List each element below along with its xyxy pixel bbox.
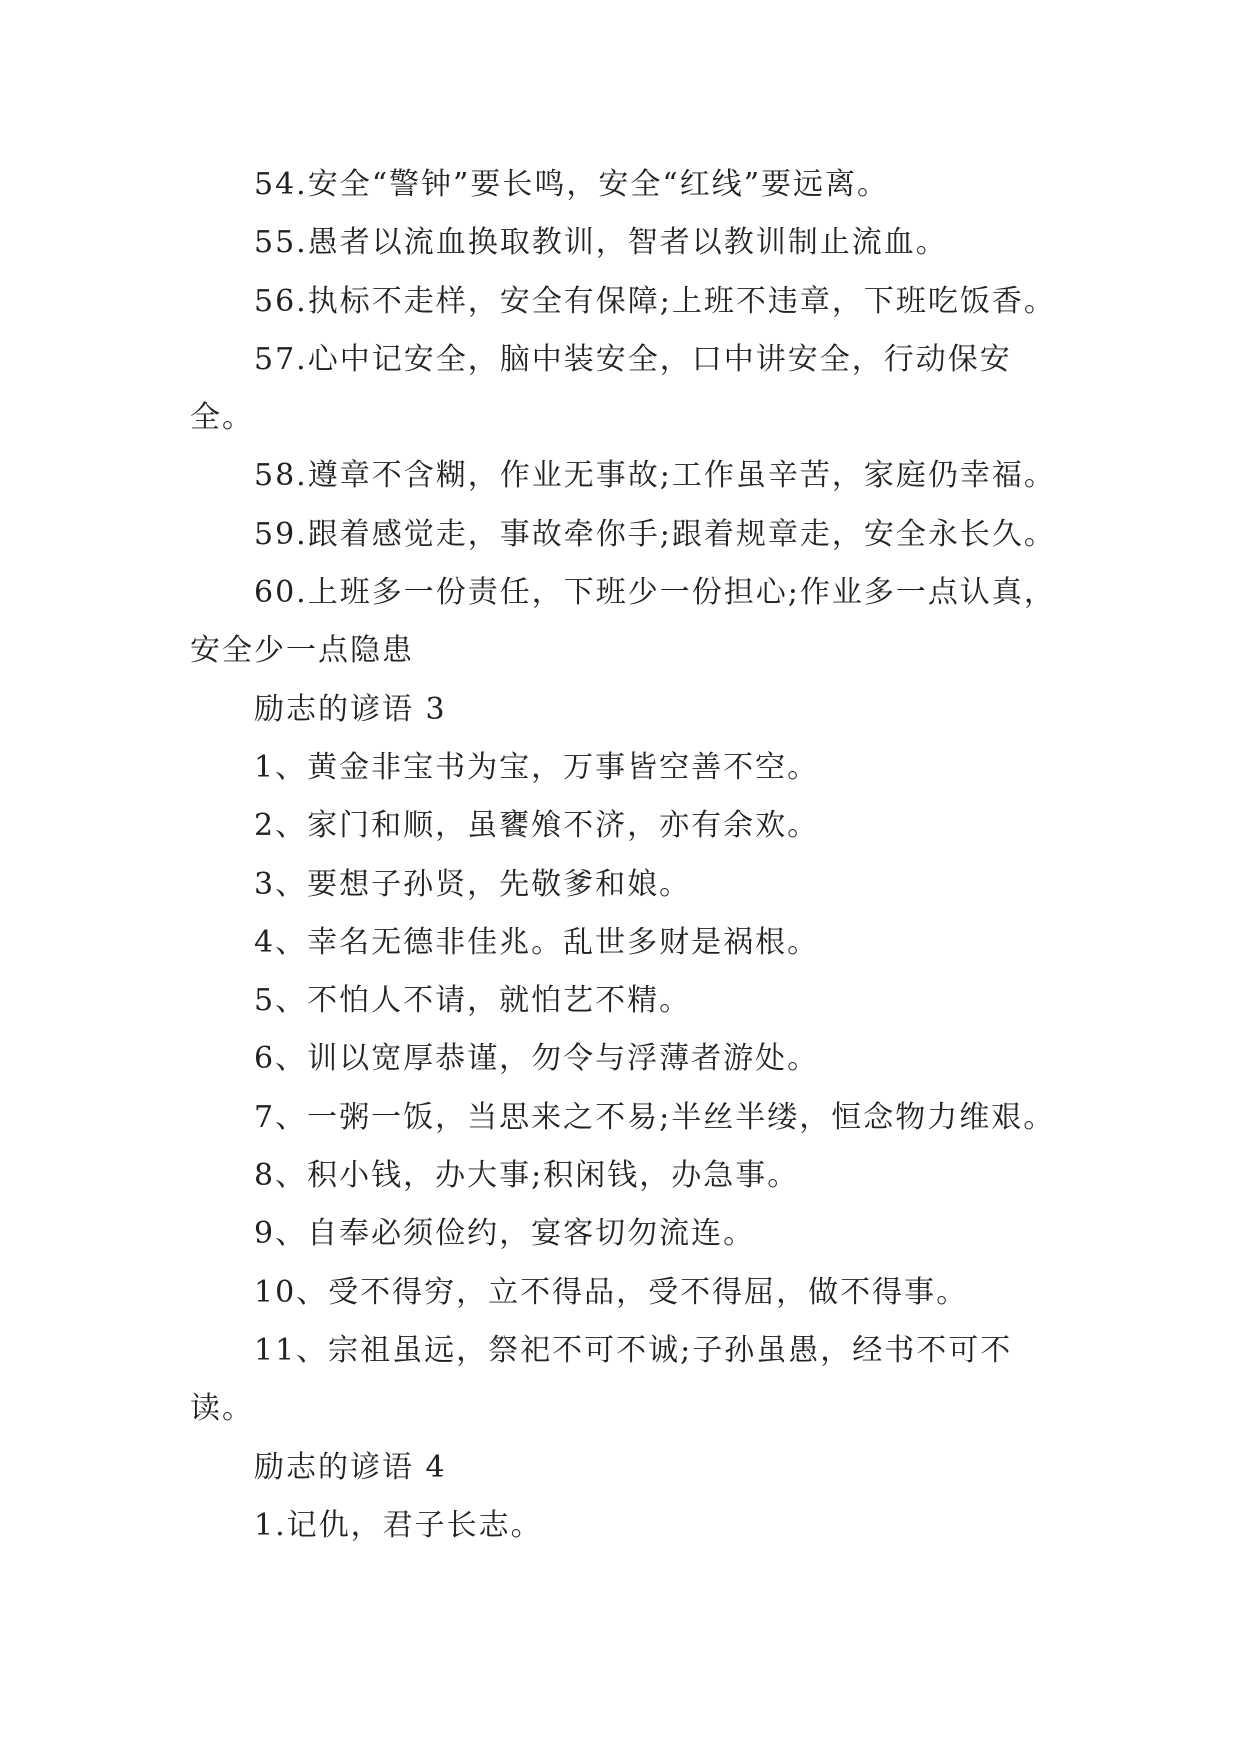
paragraph: 59.跟着感觉走，事故牵你手;跟着规章走，安全永长久。 (254, 516, 1056, 552)
section-heading: 励志的谚语 4 (254, 1449, 447, 1485)
paragraph: 56.执标不走样，安全有保障;上班不违章，下班吃饭香。 (254, 283, 1056, 319)
paragraph: 57.心中记安全，脑中装安全，口中讲安全，行动保安全。 (190, 341, 1012, 436)
list-item: 10、受不得穷，立不得品，受不得屈，做不得事。 (254, 1274, 969, 1310)
list-item: 4、幸名无德非佳兆。乱世多财是祸根。 (254, 924, 820, 960)
list-item: 1.记仇，君子长志。 (254, 1507, 543, 1543)
list-item: 8、积小钱，办大事;积闲钱，办急事。 (254, 1158, 800, 1194)
list-item: 5、不怕人不请，就怕艺不精。 (254, 983, 692, 1019)
section-heading: 励志的谚语 3 (254, 691, 447, 727)
paragraph: 54.安全“警钟”要长鸣，安全“红线”要远离。 (254, 167, 890, 202)
list-item: 7、一粥一饭，当思来之不易;半丝半缕，恒念物力维艰。 (254, 1099, 1056, 1135)
list-item: 9、自奉必须俭约，宴客切勿流连。 (254, 1216, 756, 1252)
list-item: 11、宗祖虽远，祭祀不可不诚;子孙虽愚，经书不可不读。 (190, 1332, 1013, 1427)
paragraph: 60.上班多一份责任，下班少一份担心;作业多一点认真，安全少一点隐患 (190, 575, 1056, 669)
list-item: 3、要想子孙贤，先敬爹和娘。 (254, 866, 692, 902)
list-item: 2、家门和顺，虽饔飧不济，亦有余欢。 (254, 808, 820, 844)
list-item: 6、训以宽厚恭谨，勿令与浮薄者游处。 (254, 1041, 820, 1077)
paragraph: 55.愚者以流血换取教训，智者以教训制止流血。 (254, 225, 948, 261)
document-body (190, 156, 1060, 1555)
list-item: 1、黄金非宝书为宝，万事皆空善不空。 (254, 749, 820, 785)
paragraph: 58.遵章不含糊，作业无事故;工作虽辛苦，家庭仍幸福。 (254, 458, 1056, 494)
